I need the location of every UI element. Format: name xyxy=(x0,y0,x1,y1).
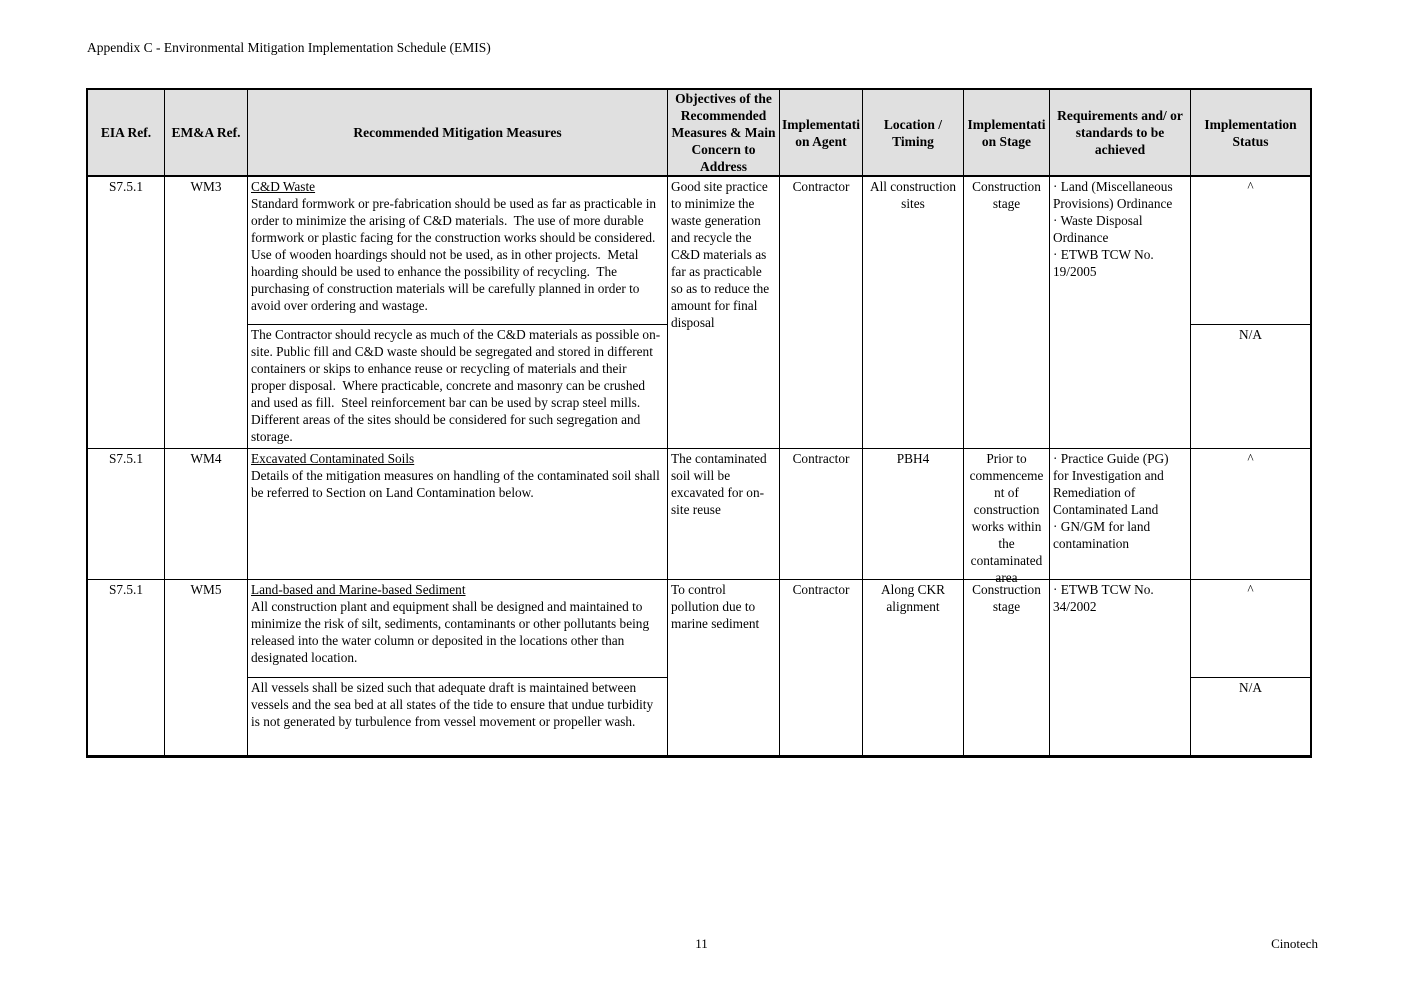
status-symbol: ^ xyxy=(1247,582,1254,597)
column-header-location-timing: Location / Timing xyxy=(863,90,964,177)
column-header-requirements: Requirements and/ or standards to be achieved xyxy=(1050,90,1191,177)
status-symbol: N/A xyxy=(1239,680,1262,695)
column-header-ema-ref: EM&A Ref. xyxy=(165,90,248,177)
measure-title: Land-based and Marine-based Sediment xyxy=(251,582,466,597)
cell-objectives: The contaminated soil will be excavated for on-site reuse xyxy=(668,449,780,580)
cell-measures-continued xyxy=(248,325,668,449)
page-title: Appendix C - Environmental Mitigation Implementation Schedule (EMIS) xyxy=(87,40,491,55)
cell-eia-ref: S7.5.1 xyxy=(88,580,165,755)
cell-measures xyxy=(248,177,668,325)
cell-objectives: To control pollution due to marine sediment xyxy=(668,580,780,755)
cell-status xyxy=(1191,177,1310,325)
cell-agent: Contractor xyxy=(780,449,863,580)
cell-measures xyxy=(248,449,668,580)
cell-status xyxy=(1191,325,1310,449)
cell-status xyxy=(1191,678,1310,755)
cell-agent: Contractor xyxy=(780,177,863,449)
cell-location-timing: PBH4 xyxy=(863,449,964,580)
cell-stage: Construction stage xyxy=(964,580,1050,755)
cell-requirements xyxy=(1050,177,1191,449)
cell-location-timing: All construction sites xyxy=(863,177,964,449)
column-header-status: Implementation Status xyxy=(1191,90,1310,177)
column-header-eia-ref: EIA Ref. xyxy=(88,90,165,177)
company-name: Cinotech xyxy=(1271,936,1318,951)
cell-location-timing: Along CKR alignment xyxy=(863,580,964,755)
requirement-line: · Practice Guide (PG) for Investigation and Remediation of Contaminated Land xyxy=(1053,451,1172,517)
requirement-line: · Land (Miscellaneous Provisions) Ordinance xyxy=(1053,179,1176,211)
measure-title: C&D Waste xyxy=(251,179,316,194)
cell-stage: Prior to commencement of construction works within the contaminated area xyxy=(964,449,1050,580)
requirement-line: · Waste Disposal Ordinance xyxy=(1053,213,1146,245)
cell-requirements xyxy=(1050,449,1191,580)
page-number: 11 xyxy=(695,936,708,951)
cell-ema-ref: WM5 xyxy=(165,580,248,755)
cell-eia-ref: S7.5.1 xyxy=(88,449,165,580)
emis-table xyxy=(86,88,1312,758)
cell-status xyxy=(1191,580,1310,678)
cell-agent: Contractor xyxy=(780,580,863,755)
measure-body: All vessels shall be sized such that adequate draft is maintained between vessels and the sea bed at all states of the tide to ensure that undue turbidity is not generated by turbulence from vessel movement or propeller wash. xyxy=(251,680,657,729)
cell-measures xyxy=(248,580,668,678)
requirement-line: · ETWB TCW No. 19/2005 xyxy=(1053,247,1158,279)
requirement-line: · GN/GM for land contamination xyxy=(1053,519,1154,551)
measure-title: Excavated Contaminated Soils xyxy=(251,451,415,466)
status-symbol: ^ xyxy=(1247,179,1254,194)
measure-body: The Contractor should recycle as much of the C&D materials as possible on-site. Public fill and C&D waste should be segregated and stored in different containers or skips to enhance reuse or recycling of materials and their proper disposal. Where practicable, concrete and masonry can be crushed and used as fill. Steel reinforcement bar can be used by scrap steel mills. Different areas of the sites should be considered for such segregation and storage. xyxy=(251,327,661,444)
column-header-stage: Implementation Stage xyxy=(964,90,1050,177)
cell-stage: Construction stage xyxy=(964,177,1050,449)
status-symbol: N/A xyxy=(1239,327,1262,342)
status-symbol: ^ xyxy=(1247,451,1254,466)
cell-requirements xyxy=(1050,580,1191,755)
cell-status xyxy=(1191,449,1310,580)
requirement-line: · ETWB TCW No. 34/2002 xyxy=(1053,582,1158,614)
measure-body: Standard formwork or pre-fabrication should be used as far as practicable in order to minimize the arising of C&D materials. The use of more durable formwork or plastic facing for the construction works should be considered. Use of wooden hoardings should not be used, as in other projects. Metal hoarding should be used to enhance the possibility of recycling. The purchasing of construction materials will be carefully planned in order to avoid over ordering and wastage. xyxy=(251,196,662,313)
column-header-measures: Recommended Mitigation Measures xyxy=(248,90,668,177)
cell-ema-ref: WM3 xyxy=(165,177,248,449)
measure-body: Details of the mitigation measures on handling of the contaminated soil shall be referred to Section on Land Contamination below. xyxy=(251,468,664,500)
measure-body: All construction plant and equipment shall be designed and maintained to minimize the risk of silt, sediments, contaminants or other pollutants being released into the water column or deposited in the locations other than designated location. xyxy=(251,599,653,665)
cell-eia-ref: S7.5.1 xyxy=(88,177,165,449)
column-header-agent: Implementation Agent xyxy=(780,90,863,177)
cell-ema-ref: WM4 xyxy=(165,449,248,580)
cell-measures-continued xyxy=(248,678,668,755)
column-header-objectives: Objectives of the Recommended Measures & Main Concern to Address xyxy=(668,90,780,177)
cell-objectives: Good site practice to minimize the waste generation and recycle the C&D materials as far as practicable so as to reduce the amount for final disposal xyxy=(668,177,780,449)
